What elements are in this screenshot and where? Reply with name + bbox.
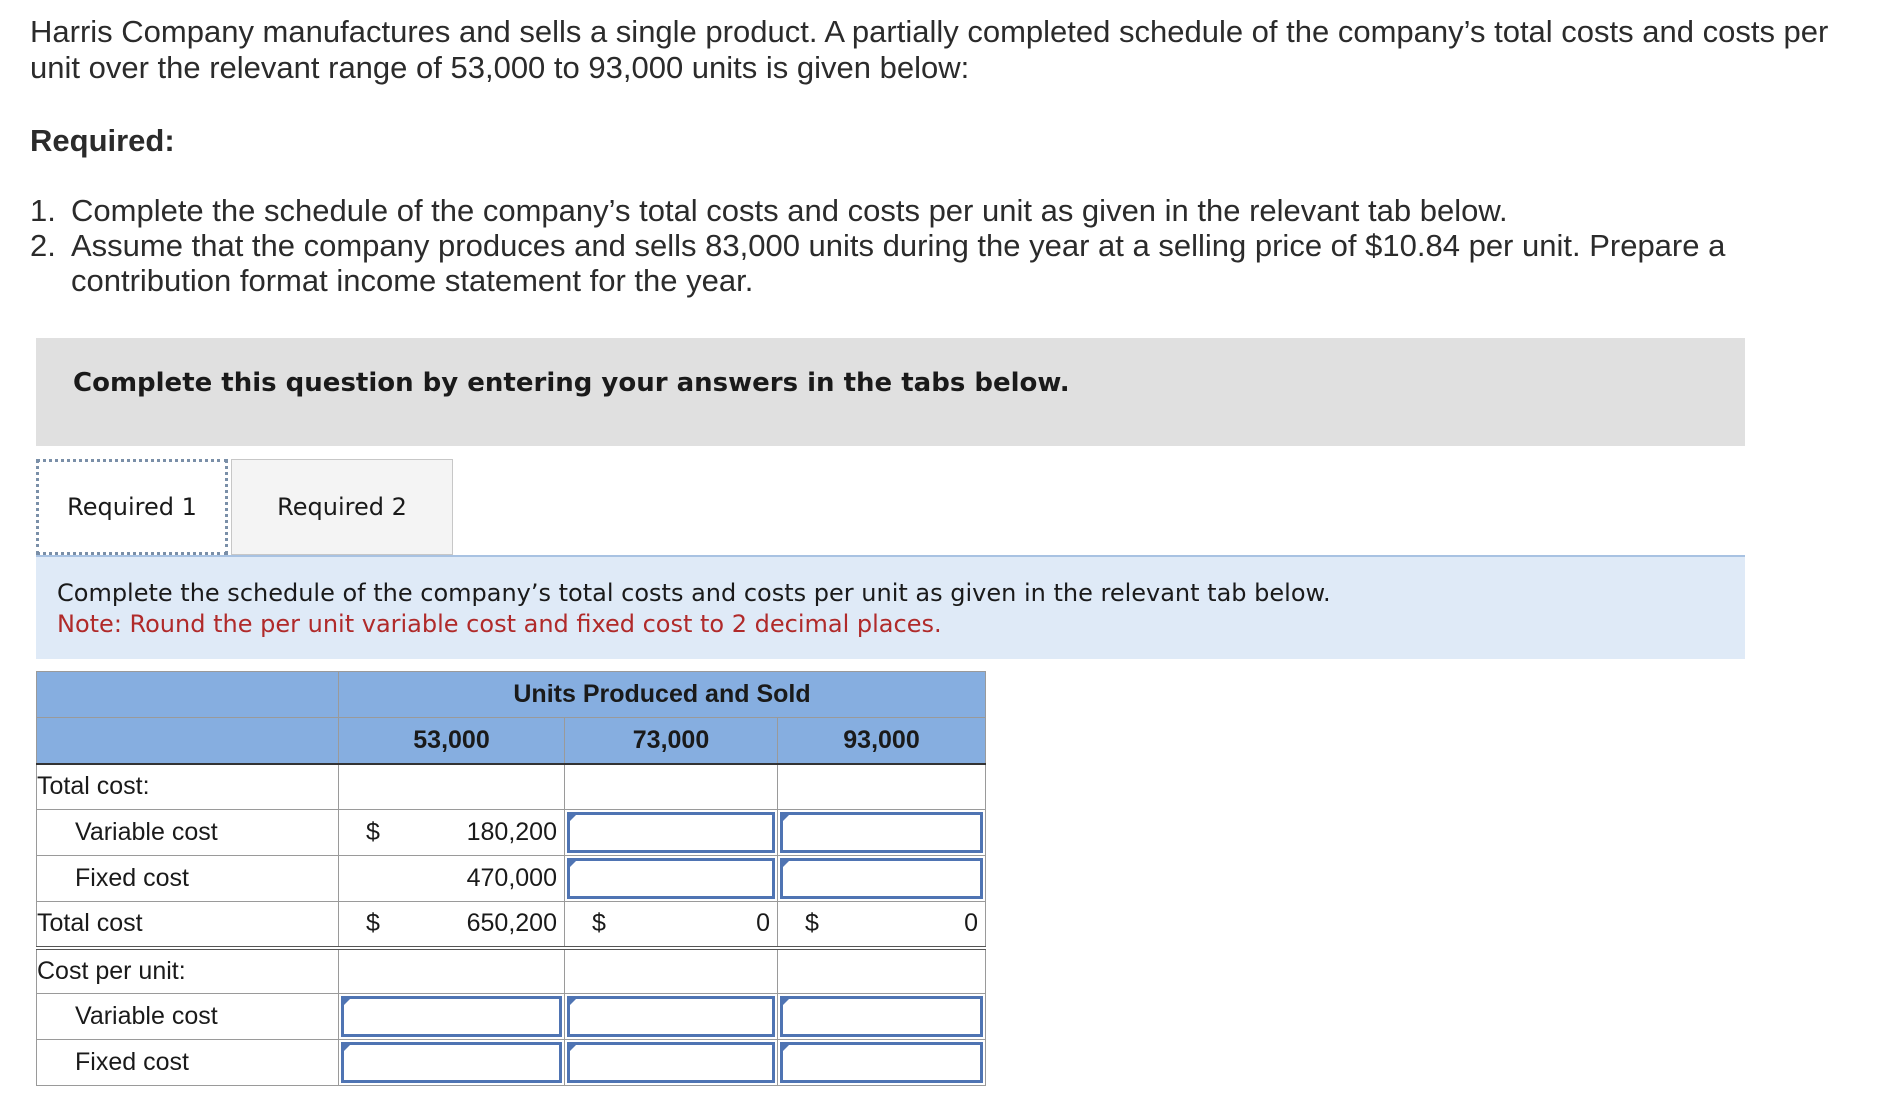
currency-symbol: $ [366,909,380,938]
cost-schedule-table [36,671,986,1086]
instructions-text: Complete the schedule of the company’s total costs and costs per unit as given in the relevant tab below. [57,579,1331,607]
table-row [37,1040,986,1086]
table-row [37,902,986,948]
input-marker-icon [341,996,353,1008]
fixed-cost-93000-input[interactable] [780,858,983,899]
column-header-73000: 73,000 [565,718,778,764]
currency-symbol: $ [805,909,819,938]
row-label-unit-fixed-cost: Fixed cost [37,1040,339,1086]
unit-fixed-cost-73000-input[interactable] [567,1042,775,1083]
input-marker-icon [780,812,792,824]
unit-fixed-cost-53000-input[interactable] [341,1042,562,1083]
total-cost-heading: Total cost: [37,764,339,810]
cost-per-unit-heading: Cost per unit: [37,948,339,994]
input-marker-icon [780,858,792,870]
tab-required-2[interactable]: Required 2 [231,459,453,555]
total-cost-73000: 0 [756,909,770,938]
instructions-panel [36,555,1745,659]
column-header-93000: 93,000 [778,718,986,764]
tabs-banner [36,338,1745,446]
table-row [37,948,986,994]
currency-symbol: $ [366,818,380,846]
input-marker-icon [780,996,792,1008]
requirement-item [30,193,1830,228]
input-marker-icon [567,1042,579,1054]
fixed-cost-53000: 470,000 [466,864,557,892]
rounding-note: Note: Round the per unit variable cost and fixed cost to 2 decimal places. [57,610,942,638]
variable-cost-93000-input[interactable] [780,812,983,853]
unit-variable-cost-53000-input[interactable] [341,996,562,1037]
banner-text: Complete this question by entering your answers in the tabs below. [73,368,1070,398]
requirement-text: Complete the schedule of the company’s total costs and costs per unit as given in the relevant tab below. [71,193,1508,228]
row-label-unit-variable-cost: Variable cost [37,994,339,1040]
requirement-number: 2. [30,228,56,263]
required-heading: Required: [30,123,175,158]
total-cost-93000: 0 [964,909,978,938]
problem-intro: Harris Company manufactures and sells a single product. A partially completed schedule of the company’s total costs and costs per unit over the relevant range of 53,000 to 93,000 units is given below: [30,14,1829,85]
table-row [37,994,986,1040]
header-blank [37,718,339,764]
variable-cost-53000: 180,200 [466,818,557,846]
row-label-variable-cost: Variable cost [37,810,339,856]
column-header-53000: 53,000 [339,718,565,764]
table-row [37,810,986,856]
total-cost-53000: 650,200 [466,909,557,938]
input-marker-icon [780,1042,792,1054]
unit-variable-cost-73000-input[interactable] [567,996,775,1037]
input-marker-icon [567,812,579,824]
requirement-item [30,228,1830,298]
currency-symbol: $ [592,909,606,938]
requirement-text: Assume that the company produces and sells 83,000 units during the year at a selling price of $10.84 per unit. Prepare a contribution format income statement for the year. [71,228,1726,298]
units-group-header: Units Produced and Sold [339,672,986,718]
row-label-total-cost: Total cost [37,902,339,948]
input-marker-icon [567,996,579,1008]
requirement-number: 1. [30,193,56,228]
row-label-fixed-cost: Fixed cost [37,856,339,902]
fixed-cost-73000-input[interactable] [567,858,775,899]
table-row [37,764,986,810]
input-marker-icon [341,1042,353,1054]
unit-fixed-cost-93000-input[interactable] [780,1042,983,1083]
input-marker-icon [567,858,579,870]
table-row [37,856,986,902]
header-blank [37,672,339,718]
requirements-list [30,193,1830,298]
variable-cost-73000-input[interactable] [567,812,775,853]
tab-required-1[interactable]: Required 1 [36,459,228,555]
unit-variable-cost-93000-input[interactable] [780,996,983,1037]
